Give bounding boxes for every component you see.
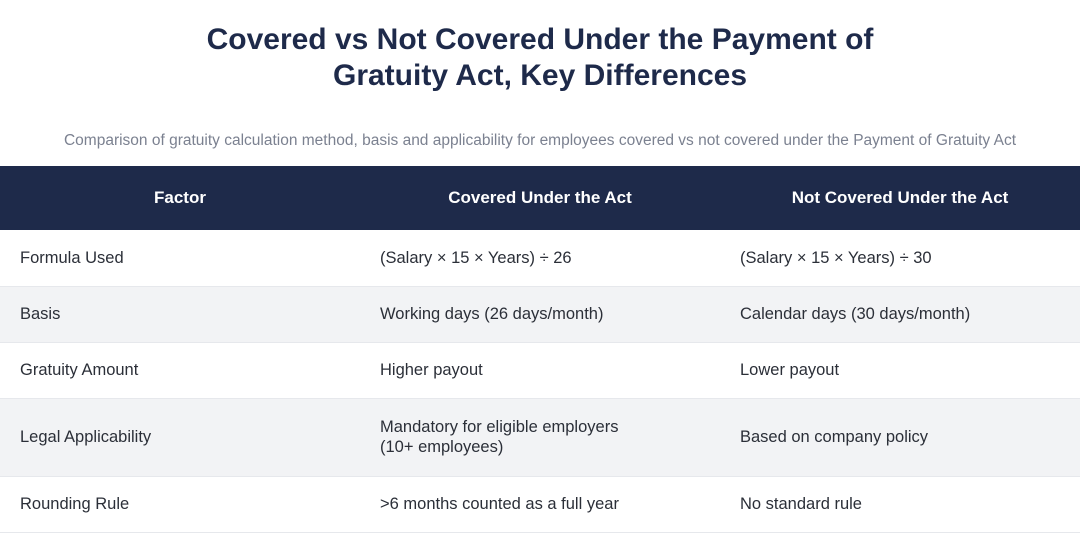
cell-factor: Formula Used xyxy=(0,230,360,286)
cell-not-covered: No standard rule xyxy=(720,476,1080,532)
cell-factor: Rounding Rule xyxy=(0,476,360,532)
table-row xyxy=(0,398,1080,476)
page-subtitle: Comparison of gratuity calculation method, basis and applicability for employees covered vs not covered under the Payment of Gratuity Act xyxy=(63,132,1017,149)
table-row xyxy=(0,476,1080,532)
cell-factor: Gratuity Amount xyxy=(0,342,360,398)
table-header xyxy=(0,166,1080,230)
comparison-table xyxy=(0,166,1080,533)
cell-covered: Higher payout xyxy=(360,342,720,398)
cell-covered: Mandatory for eligible employers (10+ employees) xyxy=(360,398,720,476)
cell-covered: >6 months counted as a full year xyxy=(360,476,720,532)
header-not-covered: Not Covered Under the Act xyxy=(791,188,1009,207)
header-covered: Covered Under the Act xyxy=(448,188,632,207)
table-row xyxy=(0,342,1080,398)
title-line-1: Covered vs Not Covered Under the Payment of xyxy=(206,23,874,56)
cell-not-covered: Calendar days (30 days/month) xyxy=(720,286,1080,342)
title-line-2: Gratuity Act, Key Differences xyxy=(332,59,748,92)
cell-factor: Basis xyxy=(0,286,360,342)
cell-not-covered: Lower payout xyxy=(720,342,1080,398)
cell-not-covered: Based on company policy xyxy=(720,398,1080,476)
table-row xyxy=(0,230,1080,286)
cell-not-covered: (Salary × 15 × Years) ÷ 30 xyxy=(720,230,1080,286)
table-row xyxy=(0,286,1080,342)
table-body xyxy=(0,230,1080,532)
header-row xyxy=(0,166,1080,230)
cell-covered: (Salary × 15 × Years) ÷ 26 xyxy=(360,230,720,286)
page-title xyxy=(0,0,1080,94)
header-factor: Factor xyxy=(154,188,206,207)
cell-factor: Legal Applicability xyxy=(0,398,360,476)
cell-covered: Working days (26 days/month) xyxy=(360,286,720,342)
